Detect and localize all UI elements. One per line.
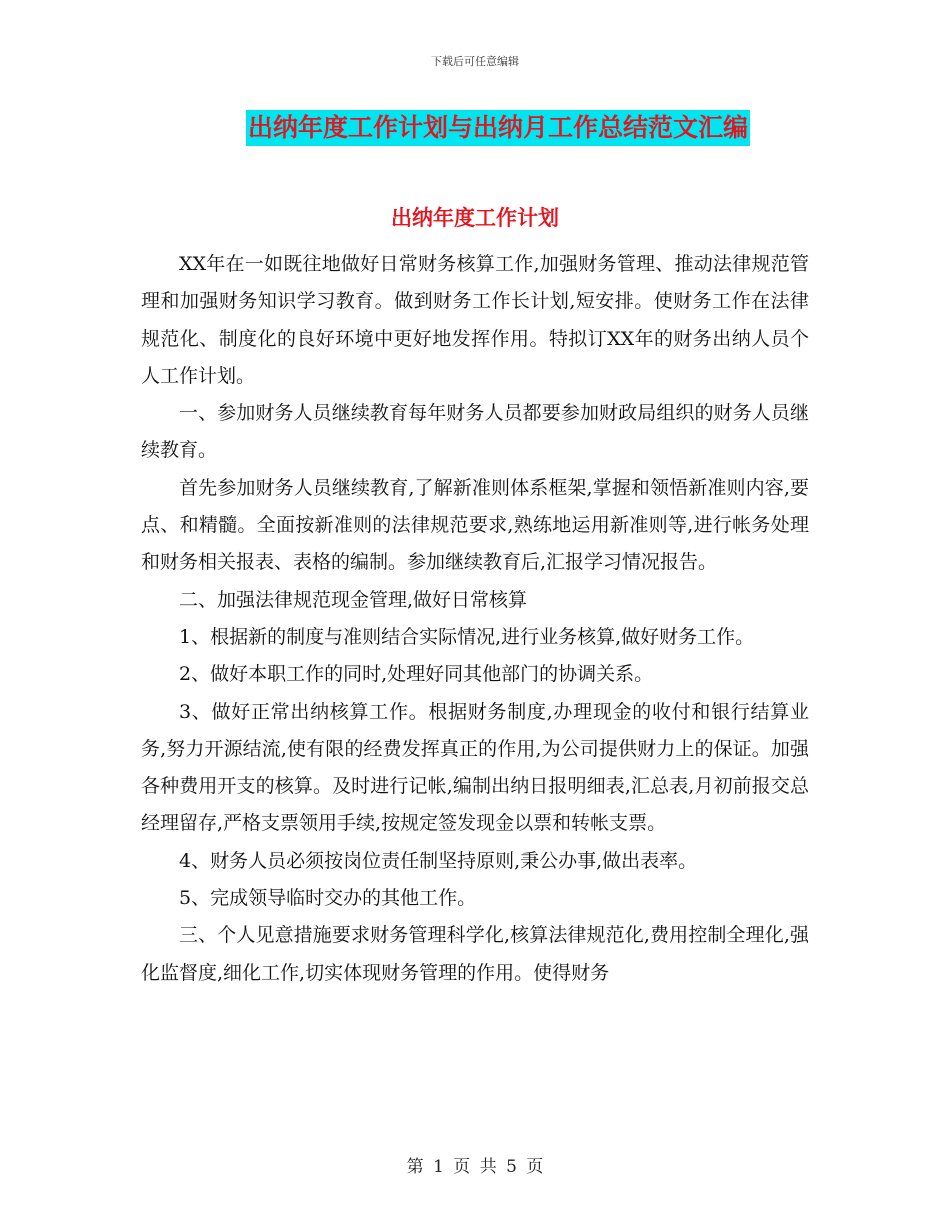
page-footer: 第 1 页 共 5 页	[406, 1157, 544, 1177]
paragraph: 首先参加财务人员继续教育,了解新准则体系框架,掌握和领悟新准则内容,要点、和精髓。全面按新准则的法律规范要求,熟练地运用新准则等,进行帐务处理和财务相关报表、表格的编制。参加继续教育后,汇报学习情况报告。	[141, 476, 809, 574]
paragraph: 一、参加财务人员继续教育每年财务人员都要参加财政局组织的财务人员继续教育。	[141, 402, 809, 462]
paragraph: XX年在一如既往地做好日常财务核算工作,加强财务管理、推动法律规范管理和加强财务知识学习教育。做到财务工作长计划,短安排。使财务工作在法律规范化、制度化的良好环境中更好地发挥作用。特拟订XX年的财务出纳人员个人工作计划。	[141, 253, 809, 387]
paragraph: 3、做好正常出纳核算工作。根据财务制度,办理现金的收付和银行结算业务,努力开源结流,使有限的经费发挥真正的作用,为公司提供财力上的保证。加强各种费用开支的核算。及时进行记帐,编制出纳日报明细表,汇总表,月初前报交总经理留存,严格支票领用手续,按规定签发现金以票和转帐支票。	[141, 700, 809, 835]
section-title: 出纳年度工作计划	[391, 206, 559, 230]
paragraph: 4、财务人员必须按岗位责任制坚持原则,秉公办事,做出表率。	[179, 849, 698, 872]
paragraph: 2、做好本职工作的同时,处理好同其他部门的协调关系。	[179, 663, 654, 686]
document-title-row	[0, 110, 950, 146]
paragraph: 二、加强法律规范现金管理,做好日常核算	[179, 588, 528, 611]
paragraph: 5、完成领导临时交办的其他工作。	[179, 887, 477, 910]
document-title: 出纳年度工作计划与出纳月工作总结范文汇编	[246, 110, 750, 146]
header-note: 下载后可任意编辑	[431, 55, 519, 68]
document-body	[141, 246, 809, 992]
paragraph: 三、个人见意措施要求财务管理科学化,核算法律规范化,费用控制全理化,强化监督度,细化工作,切实体现财务管理的作用。使得财务	[141, 924, 809, 984]
paragraph: 1、根据新的制度与准则结合实际情况,进行业务核算,做好财务工作。	[179, 625, 755, 648]
